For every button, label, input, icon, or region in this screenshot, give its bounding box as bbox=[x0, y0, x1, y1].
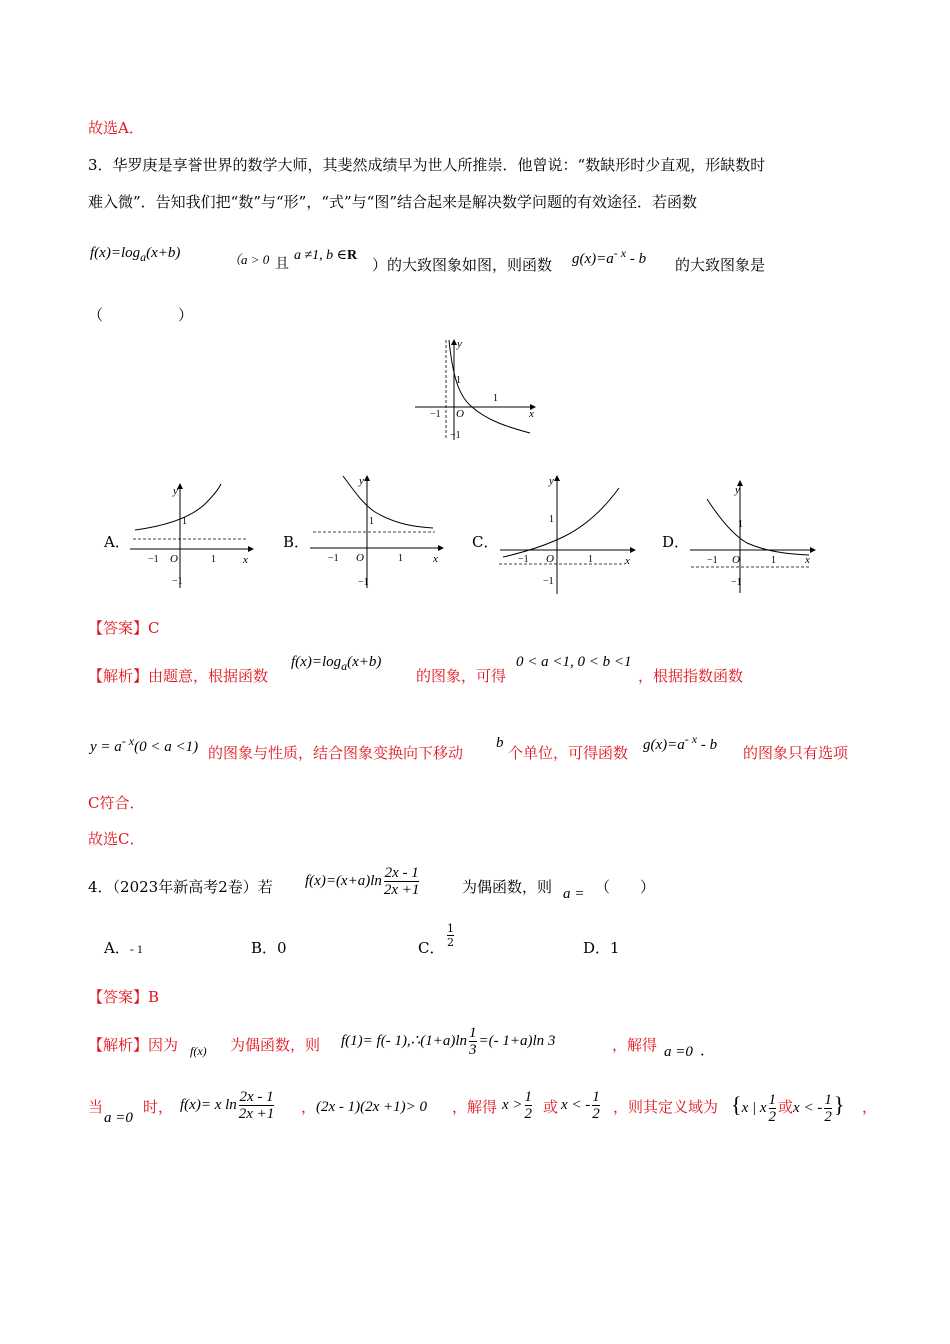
svg-text:y: y bbox=[359, 475, 364, 487]
q4-text: 4．（2023年新高考2卷）若 bbox=[88, 878, 273, 896]
q4-text-b: 为偶函数，则 bbox=[462, 878, 553, 896]
q4-paren: （ ） bbox=[595, 878, 656, 896]
q4-option-d[interactable]: D．1 bbox=[583, 939, 620, 957]
analysis-4-tag: 【解析】因为 bbox=[88, 1036, 179, 1054]
option-b-label[interactable]: B． bbox=[283, 533, 310, 551]
q3-function-g: $g(x)=a^{- x} - b$ bbox=[572, 246, 647, 267]
analysis-4-text-b: ，解得 bbox=[612, 1036, 658, 1054]
analysis-4-when-b: 时， bbox=[143, 1098, 174, 1116]
svg-text:−1: −1 bbox=[328, 553, 339, 564]
tick-y-neg1: −1 bbox=[450, 430, 461, 441]
q4-option-b[interactable]: B．0 bbox=[251, 939, 287, 957]
analysis-3-exp: $y = a^{- x}(0 < a <1)$ bbox=[90, 734, 199, 755]
svg-text:y: y bbox=[173, 485, 178, 497]
svg-text:O: O bbox=[356, 552, 364, 564]
svg-text:−1: −1 bbox=[358, 577, 369, 588]
option-d-label[interactable]: D． bbox=[662, 533, 690, 551]
option-c-graph[interactable] bbox=[495, 470, 640, 595]
option-d-graph[interactable] bbox=[685, 475, 820, 595]
log-function-graph bbox=[410, 335, 540, 445]
q3-function-f: $f(x)=\log_a(x+b)$ bbox=[90, 245, 181, 264]
analysis-4-dot: ． bbox=[700, 1041, 716, 1059]
analysis-3-text-b: ，根据指数函数 bbox=[638, 667, 744, 685]
analysis-4-when: 当 bbox=[88, 1098, 104, 1116]
analysis-3-conclusion: C符合． bbox=[88, 794, 145, 812]
analysis-4-comma: ， bbox=[301, 1098, 317, 1116]
analysis-4-text-a: 为偶函数，则 bbox=[230, 1036, 321, 1054]
analysis-3-cond: 0 < a <1, 0 < b <1 bbox=[516, 654, 632, 670]
q3-text-line-3: ）的大致图象如图，则函数 bbox=[372, 256, 553, 274]
svg-text:y: y bbox=[549, 475, 554, 487]
analysis-3-tag: 【解析】由题意，根据函数 bbox=[88, 667, 269, 685]
q3-condition-a: （a > 0 bbox=[228, 252, 270, 267]
analysis-4-a0: a =0 bbox=[664, 1044, 693, 1060]
analysis-4-end: ， bbox=[862, 1098, 878, 1116]
q4-var-a: a = bbox=[563, 886, 585, 902]
q4-option-c[interactable]: C． bbox=[418, 939, 445, 957]
analysis-3-text-d: 个单位，可得函数 bbox=[508, 744, 629, 762]
analysis-4-domain-set: {x | x $\frac{1}{2}$ 或x < - $\frac{1}{2}$ } bbox=[731, 1092, 845, 1126]
analysis-4-text-c: ，解得 bbox=[452, 1098, 498, 1116]
analysis-3-choice: 故选C． bbox=[88, 830, 145, 848]
svg-text:−1: −1 bbox=[707, 555, 718, 566]
svg-text:1: 1 bbox=[211, 554, 216, 565]
svg-text:y: y bbox=[735, 484, 740, 496]
analysis-3-text-a: 的图象，可得 bbox=[416, 667, 507, 685]
analysis-3-text-c: 的图象与性质，结合图象变换向下移动 bbox=[208, 744, 464, 762]
analysis-4-or: 或 bbox=[543, 1098, 559, 1116]
option-b-graph[interactable] bbox=[305, 470, 445, 590]
q4-option-c-frac: 1 2 bbox=[447, 922, 454, 949]
option-a-label[interactable]: A． bbox=[104, 533, 130, 551]
analysis-3-b: b bbox=[496, 735, 504, 751]
q3-condition-b: a ≠1, b ∈R bbox=[294, 248, 358, 263]
axis-y-label: y bbox=[457, 338, 462, 350]
svg-text:x: x bbox=[433, 553, 438, 565]
option-c-label[interactable]: C． bbox=[472, 533, 499, 551]
q4-option-a[interactable]: A．- 1 bbox=[104, 939, 143, 957]
svg-text:−1: −1 bbox=[518, 554, 529, 565]
analysis-3-text-e: 的图象只有选项 bbox=[743, 744, 849, 762]
tick-x-neg1: −1 bbox=[430, 409, 441, 420]
tick-x-1: 1 bbox=[493, 393, 498, 404]
svg-text:−1: −1 bbox=[731, 577, 742, 588]
svg-text:x: x bbox=[243, 554, 248, 566]
analysis-4-eq: f(1)= f(- 1),∴(1+a)ln $\frac{1}{3}$ =(- 1+a)ln 3 bbox=[341, 1025, 556, 1059]
svg-text:x: x bbox=[625, 555, 630, 567]
svg-text:O: O bbox=[546, 553, 554, 565]
svg-text:O: O bbox=[170, 553, 178, 565]
answer-3: 【答案】C bbox=[88, 619, 160, 637]
svg-text:1: 1 bbox=[549, 514, 554, 525]
analysis-4-gt-half: x > $\frac{1}{2}$ bbox=[502, 1089, 533, 1123]
svg-text:1: 1 bbox=[369, 516, 374, 527]
svg-text:−1: −1 bbox=[172, 576, 183, 587]
q3-answer-paren: （ ） bbox=[88, 306, 194, 324]
svg-text:1: 1 bbox=[182, 516, 187, 527]
analysis-4-when-a: a =0 bbox=[104, 1110, 133, 1126]
q3-text-line-2: 难入微”．告知我们把“数”与“形”，“式”与“图”结合起来是解决数学问题的有效途径．若函数 bbox=[88, 193, 698, 211]
prev-answer-line: 故选A． bbox=[88, 119, 144, 137]
svg-text:1: 1 bbox=[771, 555, 776, 566]
analysis-4-fx-def: f(x)= x ln $\frac{2x - 1}{2x +1}$ bbox=[180, 1089, 275, 1123]
svg-text:−1: −1 bbox=[543, 576, 554, 587]
svg-text:O: O bbox=[732, 554, 740, 566]
origin-label: O bbox=[456, 408, 464, 420]
analysis-4-ineq: (2x - 1)(2x +1)> 0 bbox=[316, 1099, 428, 1115]
analysis-3-func: $f(x)=\log_a(x+b)$ bbox=[291, 654, 382, 673]
analysis-4-fx: f(x) bbox=[190, 1044, 207, 1058]
axis-x-label: x bbox=[529, 408, 534, 420]
svg-text:1: 1 bbox=[738, 519, 743, 530]
answer-4: 【答案】B bbox=[88, 988, 160, 1006]
svg-text:1: 1 bbox=[398, 553, 403, 564]
analysis-4-text-d: ，则其定义域为 bbox=[613, 1098, 719, 1116]
tick-y-1: 1 bbox=[456, 375, 461, 386]
svg-text:x: x bbox=[805, 554, 810, 566]
option-a-graph[interactable] bbox=[125, 480, 255, 590]
analysis-4-lt-half: x < - $\frac{1}{2}$ bbox=[561, 1089, 600, 1123]
svg-text:−1: −1 bbox=[148, 554, 159, 565]
q4-function: f(x)=(x+a)ln $\frac{2x - 1}{2x +1}$ bbox=[305, 865, 420, 899]
q3-text-line-1: 3．华罗庚是享誉世界的数学大师，其斐然成绩早为世人所推崇．他曾说：“数缺形时少直观，形缺数时 bbox=[88, 156, 766, 174]
q3-condition-and: 且 bbox=[275, 256, 289, 272]
analysis-3-g: $g(x)=a^{- x} - b$ bbox=[643, 732, 718, 753]
svg-text:1: 1 bbox=[588, 554, 593, 565]
q3-text-line-3-end: 的大致图象是 bbox=[675, 256, 766, 274]
